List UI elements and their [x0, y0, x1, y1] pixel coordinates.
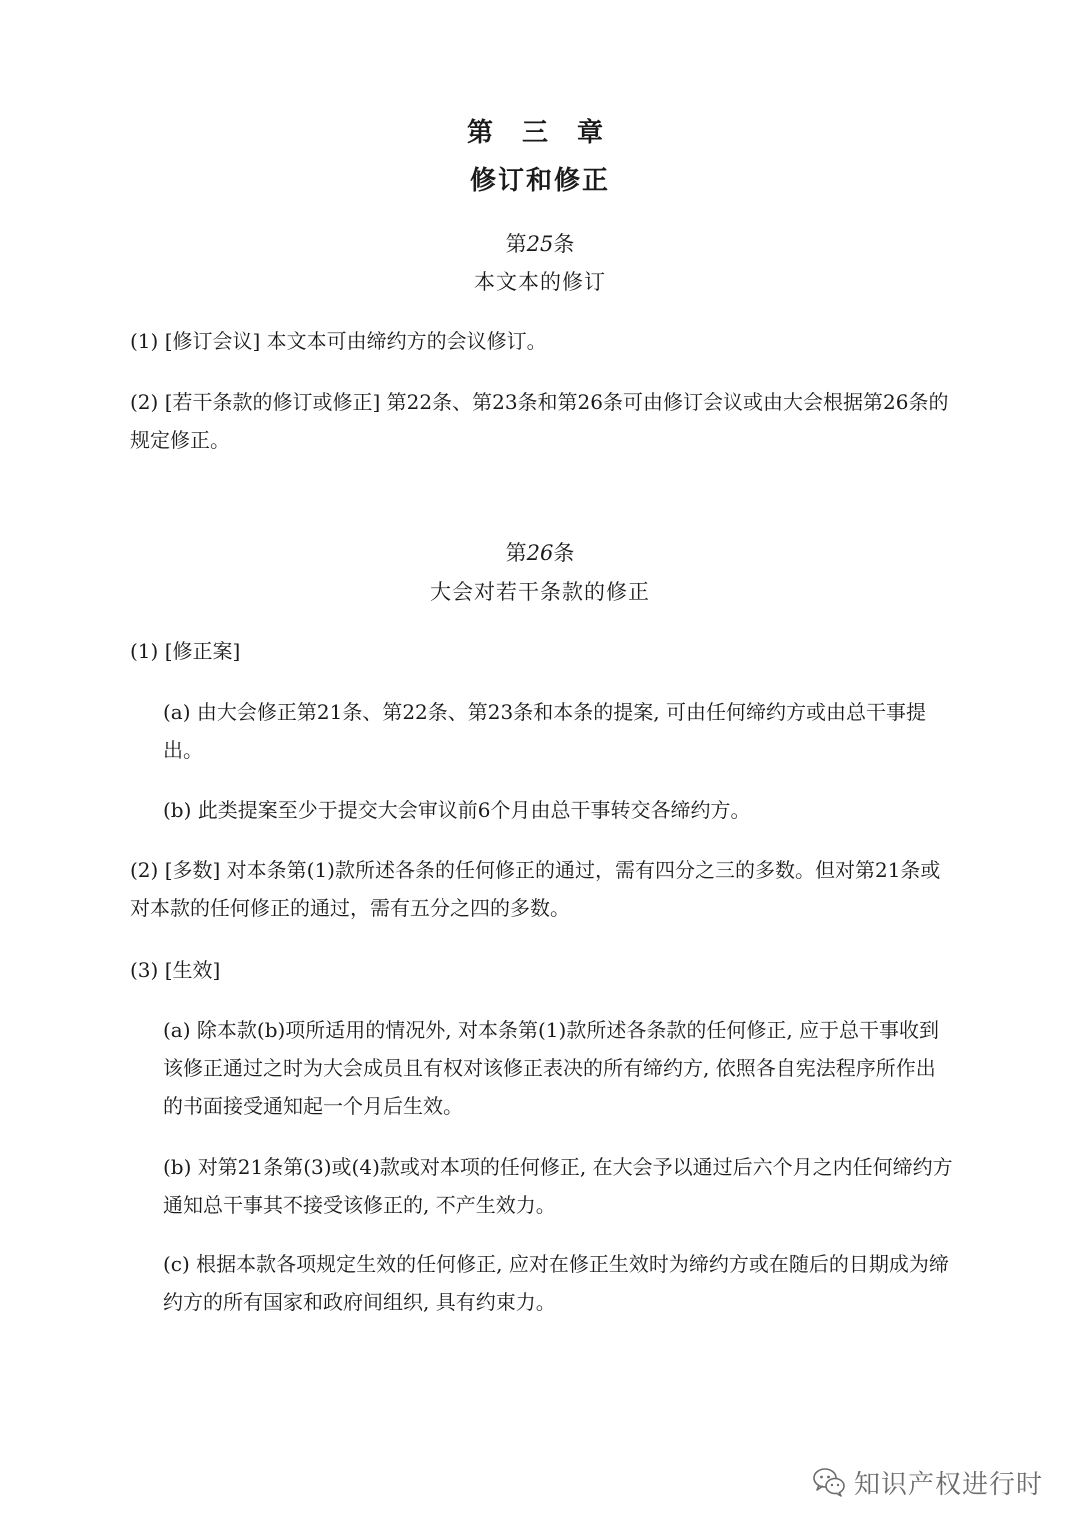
watermark	[812, 1460, 1043, 1504]
watermark-text: 知识产权进行时	[854, 1469, 1044, 1500]
article-suffix: 条	[553, 232, 575, 256]
article-prefix: 第	[505, 541, 527, 565]
article-prefix: 第	[505, 232, 527, 256]
article-26-title: 大会对若干条款的修正	[430, 580, 650, 604]
chapter-number: 第 三 章	[466, 118, 614, 148]
article-26-paragraph-2: (2) [多数] 对本条第(1)款所述各条的任何修正的通过，需有四分之三的多数。但对第21条或对本款的任何修正的通过，需有五分之四的多数。	[130, 858, 941, 920]
article-25-paragraph-1: (1) [修订会议] 本文本可由缔约方的会议修订。	[130, 329, 547, 353]
article-suffix: 条	[553, 541, 575, 565]
article-26-paragraph-3-item-a: (a) 除本款(b)项所适用的情况外, 对本条第(1)款所述各条款的任何修正, 应于总干事收到该修正通过之时为大会成员且有权对该修正表决的所有缔约方, 依照各自宪法程序所作出的书面接受通知起一个月后生效。	[163, 1018, 940, 1118]
article-26-paragraph-1-item-a: (a) 由大会修正第21条、第22条、第23条和本条的提案, 可由任何缔约方或由总干事提出。	[163, 700, 926, 762]
article-26-paragraph-1-item-b: (b) 此类提案至少于提交大会审议前6个月由总干事转交各缔约方。	[163, 798, 751, 822]
article-25-title: 本文本的修订	[474, 270, 606, 294]
article-26-number	[0, 537, 1080, 567]
chapter-title: 修订和修正	[469, 166, 610, 196]
article-25-number	[0, 228, 1080, 258]
article-25-paragraph-2: (2) [若干条款的修订或修正] 第22条、第23条和第26条可由修订会议或由大会根据第26条的规定修正。	[130, 390, 949, 452]
article-26-paragraph-3-item-b: (b) 对第21条第(3)或(4)款或对本项的任何修正, 在大会予以通过后六个月之内任何缔约方通知总干事其不接受该修正的, 不产生效力。	[163, 1155, 953, 1217]
article-26-paragraph-3-item-c: (c) 根据本款各项规定生效的任何修正, 应对在修正生效时为缔约方或在随后的日期成为缔约方的所有国家和政府间组织, 具有约束力。	[163, 1252, 949, 1314]
article-26-paragraph-1-heading: (1) [修正案]	[130, 639, 241, 663]
article-num: 26	[526, 541, 554, 565]
wechat-icon	[812, 1465, 846, 1499]
article-26-paragraph-3-heading: (3) [生效]	[130, 958, 221, 982]
article-num: 25	[526, 232, 554, 256]
